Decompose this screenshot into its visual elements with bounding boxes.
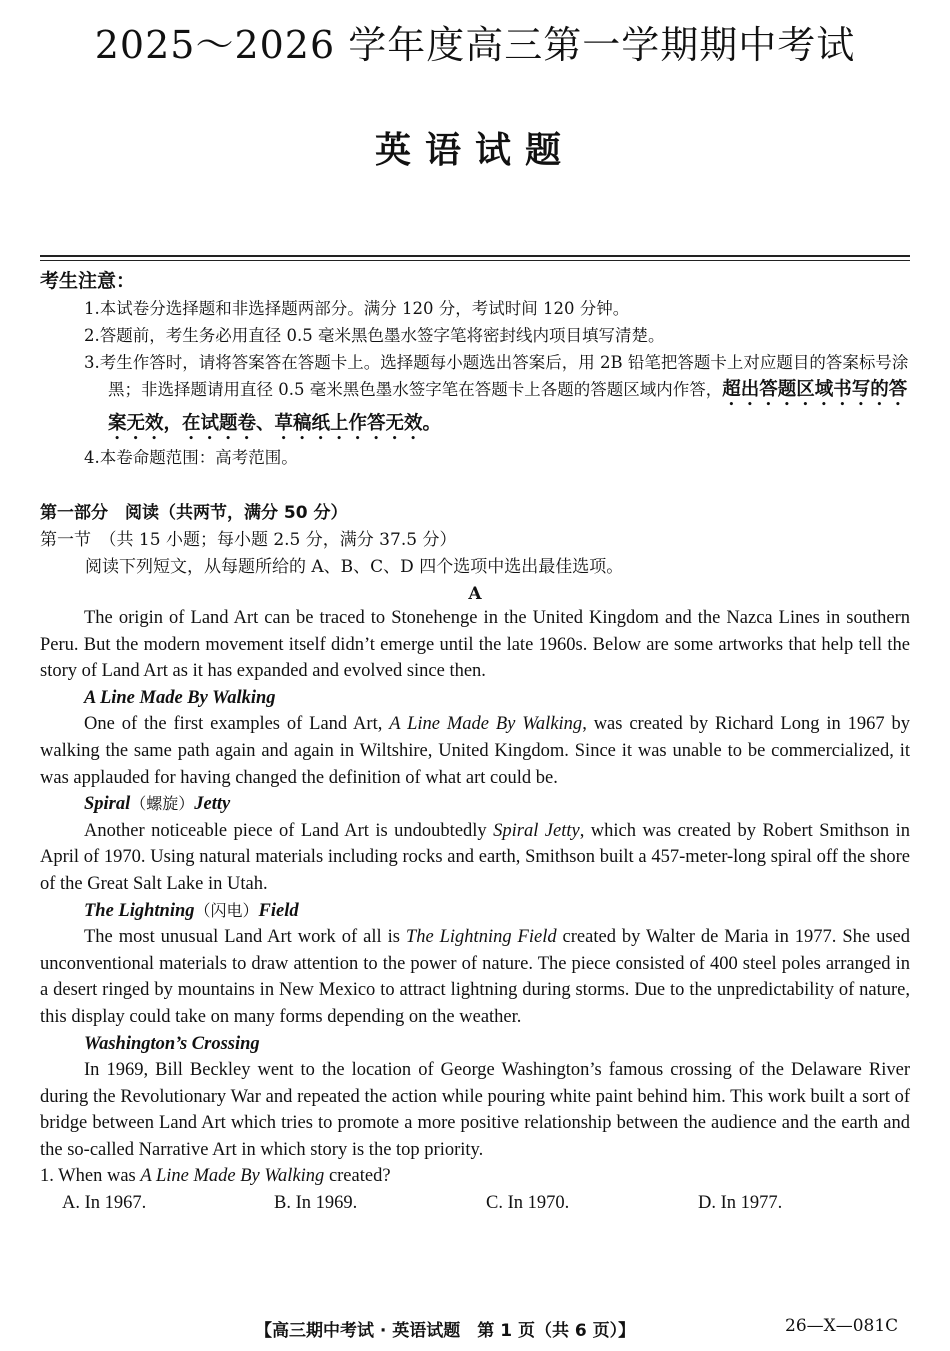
artwork-title: A Line Made By Walking — [389, 714, 583, 735]
notice-item-2: 2.答题前，考生务必用直径 0.5 毫米黑色墨水签字笔将密封线内项目填写清楚。 — [84, 326, 665, 345]
footer-page-info: 【高三期中考试 · 英语试题 第 1 页（共 6 页）】 — [255, 1321, 636, 1341]
option-a[interactable]: A. In 1967. — [62, 1193, 147, 1214]
artwork-paragraph-1 — [40, 711, 910, 791]
subject-title: 英语试题 — [374, 129, 575, 171]
passage-label: A — [468, 584, 482, 604]
artwork-title: Spiral Jetty — [493, 820, 580, 841]
artwork-heading-2 — [40, 791, 910, 818]
divider-thick — [40, 255, 910, 257]
heading-gloss: （闪电） — [194, 900, 259, 920]
question-1-options — [40, 1190, 910, 1217]
notice-emphasis: 超出答题区域书写的答案无效，在试题卷、草稿纸上作答无效。 — [108, 379, 908, 434]
question-1-stem — [40, 1163, 910, 1190]
artwork-heading-3 — [40, 898, 910, 925]
section-title: 第一节 （共 15 小题；每小题 2.5 分，满分 37.5 分） — [40, 530, 457, 550]
passage-intro: The origin of Land Art can be traced to Stonehenge in the United Kingdom and the Nazca Lines in southern Peru. But the modern movement itself didn’t emerge until the late 1960s. Below are some artworks that help tell the story of Land Art as it has expanded and evolved since then. — [40, 608, 910, 682]
paragraph-text: The most unusual Land Art work of all is — [84, 927, 406, 948]
artwork-paragraph-2 — [40, 818, 910, 898]
notice-item-1: 1.本试卷分选择题和非选择题两部分。满分 120 分，考试时间 120 分钟。 — [84, 299, 630, 318]
artwork-heading-1: A Line Made By Walking — [84, 687, 276, 708]
paragraph-text: , was created by Richard Long in 1967 by walking the same path again and again in Wiltshire, United Kingdom. Since it was unable to be commercialized, it was applauded for having changed the definition of what art could be. — [40, 714, 911, 788]
artwork-heading-4: Washington’s Crossing — [84, 1033, 260, 1054]
notice-item-3-text: 3.考生作答时，请将答案答在答题卡上。选择题每小题选出答案后，用 2B 铅笔把答题卡上对应题目的答案标号涂黑；非选择题请用直径 0.5 毫米黑色墨水签字笔在答题卡上各题的答题区域内作答， — [84, 353, 909, 399]
paragraph-text: One of the first examples of Land Art, — [84, 714, 390, 735]
heading-text: Field — [258, 900, 299, 921]
option-c[interactable]: C. In 1970. — [486, 1193, 570, 1214]
heading-text: The Lightning — [84, 900, 195, 921]
exam-title: 2025～2026 学年度高三第一学期期中考试 — [94, 23, 856, 67]
question-text: 1. When was — [40, 1166, 141, 1187]
notice-item-4: 4.本卷命题范围：高考范围。 — [84, 448, 298, 467]
question-text: created? — [324, 1166, 391, 1187]
notice-item-3 — [40, 349, 910, 444]
artwork-paragraph-3 — [40, 924, 910, 1030]
footer-exam-code: 26—X—081C — [785, 1316, 899, 1336]
artwork-paragraph-4: In 1969, Bill Beckley went to the location of George Washington’s famous crossing of the Delaware River during the Revolutionary War and repeated the action while pouring white paint behind him. This work built a sort of bridge between Land Art which tries to promote a more positive relationship between the audience and the earth and the so-called Narrative Art in which story is the top priority. — [40, 1060, 910, 1160]
option-d[interactable]: D. In 1977. — [698, 1193, 783, 1214]
passage-a — [40, 605, 910, 1217]
paragraph-text: created by Walter de Maria in 1977. She used unconventional materials to draw attention to the power of nature. The piece consisted of 400 steel poles arranged in a desert ringed by mountains in New Mexico to attract lightning during storms. Due to the unpredictability of nature, this display could take on many forms depending on the weather. — [40, 927, 910, 1027]
section-instruction: 阅读下列短文，从每题所给的 A、B、C、D 四个选项中选出最佳选项。 — [85, 557, 624, 577]
part-title: 第一部分 阅读（共两节，满分 50 分） — [40, 503, 348, 523]
artwork-title: The Lightning Field — [405, 927, 557, 948]
paragraph-text: , which was created by Robert Smithson in April of 1970. Using natural materials including rocks and earth, Smithson built a 457-meter-long spiral off the shore of the Great Salt Lake in Utah. — [40, 820, 910, 894]
paragraph-text: Another noticeable piece of Land Art is undoubtedly — [84, 820, 494, 841]
heading-text: Jetty — [194, 794, 231, 815]
section-header — [40, 500, 910, 608]
notice-heading: 考生注意： — [40, 270, 136, 292]
candidate-notice — [40, 266, 910, 471]
divider-thin — [40, 260, 910, 261]
option-b[interactable]: B. In 1969. — [274, 1193, 358, 1214]
heading-text: Spiral — [84, 794, 131, 815]
heading-gloss: （螺旋） — [130, 794, 195, 814]
question-title: A Line Made By Walking — [140, 1166, 325, 1187]
